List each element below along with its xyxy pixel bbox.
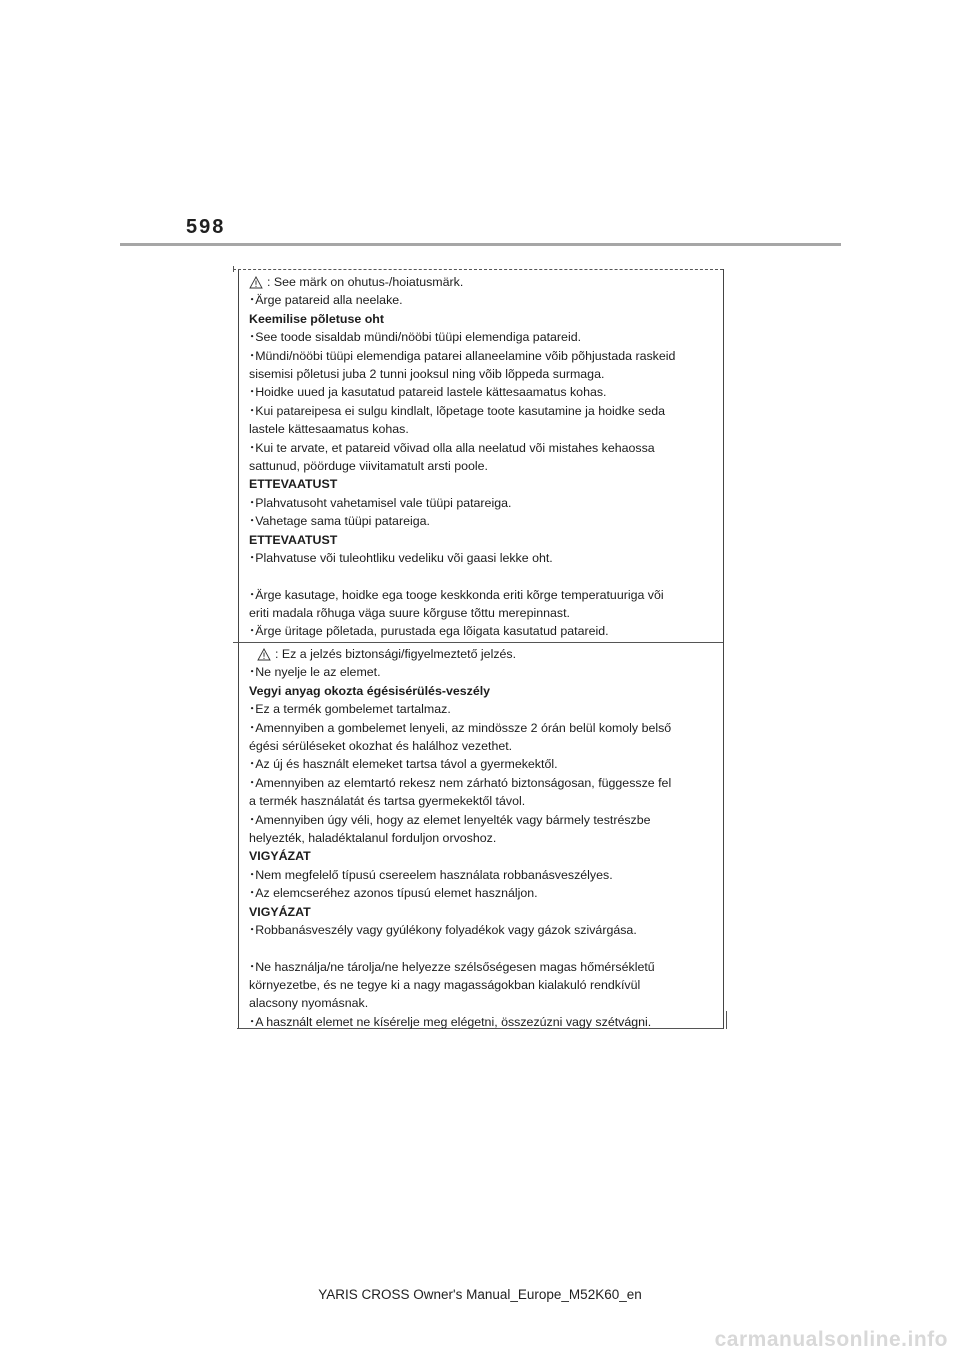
text-line: ･Ärge kasutage, hoidke ega tooge keskkonda eriti kõrge temperatuuriga või: [249, 587, 664, 602]
notice-frame-top: [233, 269, 723, 270]
text-line: eriti madala rõhuga väga suure kõrguse tõttu merepinnast.: [249, 605, 570, 620]
warning-line-text: : Ez a jelzés biztonsági/figyelmeztető jelzés.: [275, 647, 517, 661]
text-line: égési sérüléseket okozhat és halálhoz vezethet.: [249, 739, 513, 754]
estonian-section: [249, 273, 714, 641]
text-line: ･Hoidke uued ja kasutatud patareid lastele kättesaamatus kohas.: [249, 385, 607, 400]
text-line: ･Ez a termék gombelemet tartalmaz.: [249, 702, 451, 717]
section-heading: ETTEVAATUST: [249, 532, 338, 547]
text-line: sattunud, pöörduge viivitamatult arsti poole.: [249, 459, 489, 474]
text-line: ･Kui patareipesa ei sulgu kindlalt, lõpetage toote kasutamine ja hoidke seda: [249, 403, 666, 418]
text-line: ･Ärge üritage põletada, purustada ega lõigata kasutatud patareid.: [249, 624, 609, 639]
text-line: ･Nem megfelelő típusú csereelem használata robbanásveszélyes.: [249, 867, 613, 882]
warning-triangle-icon: [249, 276, 263, 289]
warning-line-text: : See märk on ohutus-/hoiatusmärk.: [267, 275, 464, 289]
warning-triangle-icon: [257, 648, 271, 661]
section-heading: ETTEVAATUST: [249, 477, 338, 492]
text-line: a termék használatát és tartsa gyermekektől távol.: [249, 794, 526, 809]
text-line: sisemisi põletusi juba 2 tunni jooksul ning võib lõppeda surmaga.: [249, 367, 605, 382]
notice-frame-tick: [726, 1011, 727, 1029]
text-line: helyezték, haladéktalanul forduljon orvoshoz.: [249, 831, 497, 846]
footer-manual-title: YARIS CROSS Owner's Manual_Europe_M52K60_en: [318, 1287, 642, 1302]
text-line: ･Robbanásveszély vagy gyúlékony folyadékok vagy gázok szivárgása.: [249, 923, 637, 938]
section-heading: Vegyi anyag okozta égésisérülés-veszély: [249, 683, 491, 698]
text-line: ･Az új és használt elemeket tartsa távol a gyermekektől.: [249, 757, 558, 772]
notice-frame-divider: [233, 642, 723, 643]
text-line: ･A használt elemet ne kísérelje meg elégetni, összezúzni vagy szétvágni.: [249, 1014, 652, 1029]
text-line: ･Vahetage sama tüüpi patareiga.: [249, 514, 430, 529]
text-line: ･Az elemcseréhez azonos típusú elemet használjon.: [249, 886, 538, 901]
hungarian-section: [249, 645, 714, 1031]
warning-line: [249, 645, 714, 663]
paragraph-gap: [249, 940, 714, 958]
text-line: ･Kui te arvate, et patareid võivad olla alla neelatud või mistahes kehaossa: [249, 440, 655, 455]
text-line: ･Ne használja/ne tárolja/ne helyezze szélsőségesen magas hőmérsékletű: [249, 959, 655, 974]
text-line: ･See toode sisaldab mündi/nööbi tüüpi elemendiga patareid.: [249, 330, 582, 345]
text-line: lastele kättesaamatus kohas.: [249, 422, 409, 437]
text-line: ･Plahvatusoht vahetamisel vale tüüpi patareiga.: [249, 495, 512, 510]
section-heading: VIGYÁZAT: [249, 849, 311, 864]
text-line: környezetbe, és ne tegye ki a nagy magasságokban kialakuló rendkívül: [249, 977, 641, 992]
header-rule: [120, 243, 841, 246]
battery-warning-notice: [238, 269, 724, 1029]
text-line: ･Amennyiben az elemtartó rekesz nem zárható biztonságosan, függessze fel: [249, 775, 672, 790]
text-line: ･Amennyiben úgy véli, hogy az elemet lenyelték vagy bármely testrészbe: [249, 812, 651, 827]
text-line: ･Amennyiben a gombelemet lenyeli, az mindössze 2 órán belül komoly belső: [249, 720, 672, 735]
text-line: ･Plahvatuse või tuleohtliku vedeliku või gaasi lekke oht.: [249, 551, 553, 566]
section-heading: Keemilise põletuse oht: [249, 311, 384, 326]
watermark: carmanualsonline.info: [714, 1328, 948, 1351]
paragraph-gap: [249, 568, 714, 586]
section-heading: VIGYÁZAT: [249, 904, 311, 919]
warning-line: [249, 273, 714, 291]
text-line: alacsony nyomásnak.: [249, 996, 369, 1011]
text-line: ･Mündi/nööbi tüüpi elemendiga patarei allaneelamine võib põhjustada raskeid: [249, 348, 676, 363]
text-line: ･Ärge patareid alla neelake.: [249, 293, 403, 308]
page-number: 598: [186, 216, 226, 238]
text-line: ･Ne nyelje le az elemet.: [249, 665, 381, 680]
notice-frame-tick: [233, 266, 234, 272]
